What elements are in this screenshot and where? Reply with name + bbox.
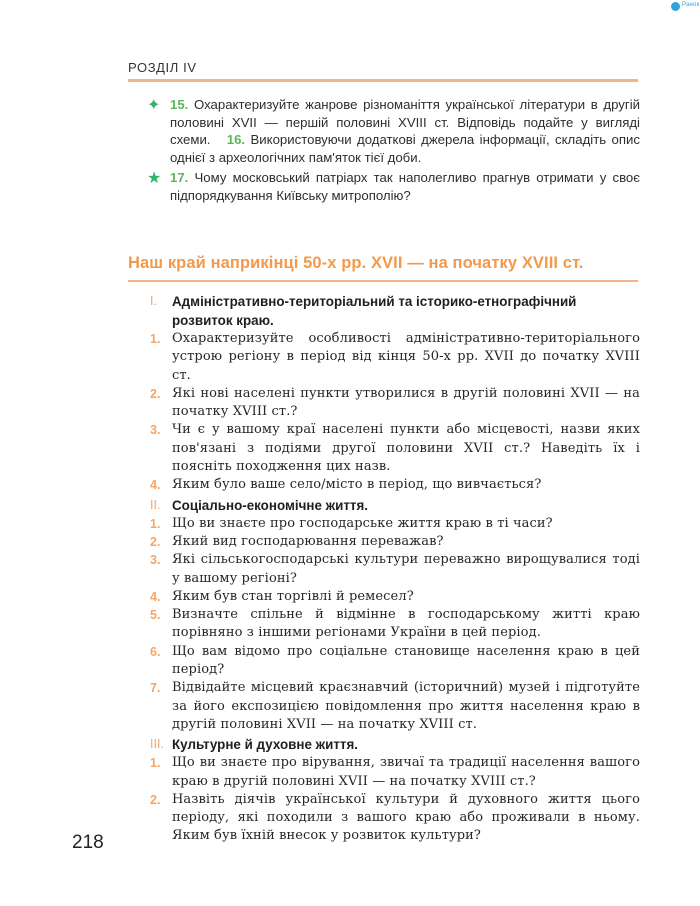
- question-number: 4.: [150, 478, 161, 493]
- part-numeral: I.: [150, 294, 157, 308]
- questionnaire: [150, 291, 640, 846]
- star-icon: ✦: [147, 95, 161, 114]
- section-heading: Наш край наприкінці 50-х рр. XVII — на початку XVIII ст.: [128, 254, 584, 272]
- question-item: [150, 643, 640, 680]
- question-item: [150, 385, 640, 422]
- question-item: [150, 421, 640, 476]
- part-title: Культурне й духовне життя.: [172, 737, 358, 753]
- question-number: 4.: [150, 589, 161, 604]
- heading-divider: [128, 280, 638, 282]
- section-label: РОЗДІЛ IV: [128, 60, 197, 75]
- question-number: 6.: [150, 644, 161, 659]
- question-text: Що ви знаєте про вірування, звичаї та традиції населення вашого краю в другій половині XVII — на початку XVIII ст.?: [172, 755, 640, 789]
- task-text: Охарактеризуйте жанрове різноманіття української літератури в другій половині XVII — першій половині XVIII ст. Відповідь подайте у вигляді схеми.: [170, 97, 640, 147]
- question-number: 5.: [150, 608, 161, 623]
- question-text: Що ви знаєте про господарське життя краю в ті часи?: [172, 515, 553, 531]
- question-number: 2.: [150, 386, 161, 401]
- question-text: Чи є у вашому краї населені пункти або місцевості, назви яких пов'язані з подіями другої половини XVII ст.? Наведіть їх і поясніть походження цих назв.: [172, 422, 640, 475]
- page-number: 218: [72, 832, 104, 853]
- question-text: Яким було ваше село/місто в період, що вивчається?: [172, 477, 542, 493]
- task-text: Чому московський патріарх так наполегливо прагнув отримати у своє підпорядкування Київську митрополію?: [170, 170, 640, 203]
- question-item: [150, 551, 640, 588]
- question-text: Що вам відомо про соціальне становище населення краю в цей період?: [172, 643, 640, 678]
- question-text: Який вид господарювання переважав?: [172, 533, 444, 549]
- question-number: 3.: [150, 423, 161, 438]
- header-divider: [128, 79, 638, 82]
- task-number: 16.: [226, 132, 246, 147]
- question-text: Які нові населені пункти утворилися в другій половині XVII — на початку XVIII ст.?: [172, 385, 640, 420]
- part-title: Адміністративно-територіальний та історико-етнографічний розвиток краю.: [172, 294, 577, 328]
- question-item: [150, 330, 640, 385]
- question-text: Визначте спільне й відмінне в господарському житті краю порівняно з іншими регіонами України в цей період.: [172, 607, 640, 641]
- publisher-logo-icon: [671, 2, 680, 11]
- star-icon: ★: [147, 168, 162, 187]
- question-number: 2.: [150, 534, 161, 549]
- part-heading: [150, 735, 640, 754]
- task-number: 17.: [170, 170, 189, 185]
- question-number: 7.: [150, 681, 161, 696]
- publisher-logo-text: Ранок: [682, 2, 700, 8]
- question-item: [150, 754, 640, 791]
- task-number: 15.: [170, 97, 189, 112]
- question-number: 2.: [150, 792, 161, 807]
- question-item: [150, 515, 640, 533]
- task-17: [170, 169, 640, 204]
- question-text: Відвідайте місцевий краєзнавчий (історичний) музей і підготуйте за його експозицією повідомлення про життя населення краю в другій половині XVII — на початку XVIII ст.: [172, 680, 640, 732]
- question-number: 1.: [150, 756, 161, 771]
- question-item: [150, 533, 640, 551]
- question-text: Які сільськогосподарські культури переважно вирощувалися тоді у вашому регіоні?: [172, 552, 640, 586]
- question-text: Яким був стан торгівлі й ремесел?: [172, 588, 414, 604]
- part-title: Соціально-економічне життя.: [172, 497, 368, 513]
- question-text: Охарактеризуйте особливості адміністративно-територіального устрою регіону в період від кінця 50-х рр. XVII до початку XVIII ст.: [172, 331, 640, 383]
- part-numeral: III.: [150, 737, 164, 752]
- task-15-16: [170, 96, 640, 166]
- question-number: 1.: [150, 516, 161, 531]
- question-text: Назвіть діячів української культури й духовного життя цього періоду, які походили з вашого краю або проживали в ньому. Яким був їхній внесок у розвиток культури?: [172, 791, 640, 844]
- question-number: 1.: [150, 332, 161, 346]
- task-text: Використовуючи додаткові джерела інформації, складіть опис однієї з археологічних пам'яток тієї доби.: [170, 132, 640, 165]
- part-heading: [150, 292, 640, 330]
- question-item: [150, 606, 640, 643]
- question-item: [150, 791, 640, 846]
- part-heading: [150, 496, 640, 515]
- question-number: 3.: [150, 553, 161, 568]
- question-item: [150, 679, 640, 734]
- question-item: [150, 476, 640, 494]
- question-item: [150, 588, 640, 606]
- part-numeral: II.: [150, 497, 161, 512]
